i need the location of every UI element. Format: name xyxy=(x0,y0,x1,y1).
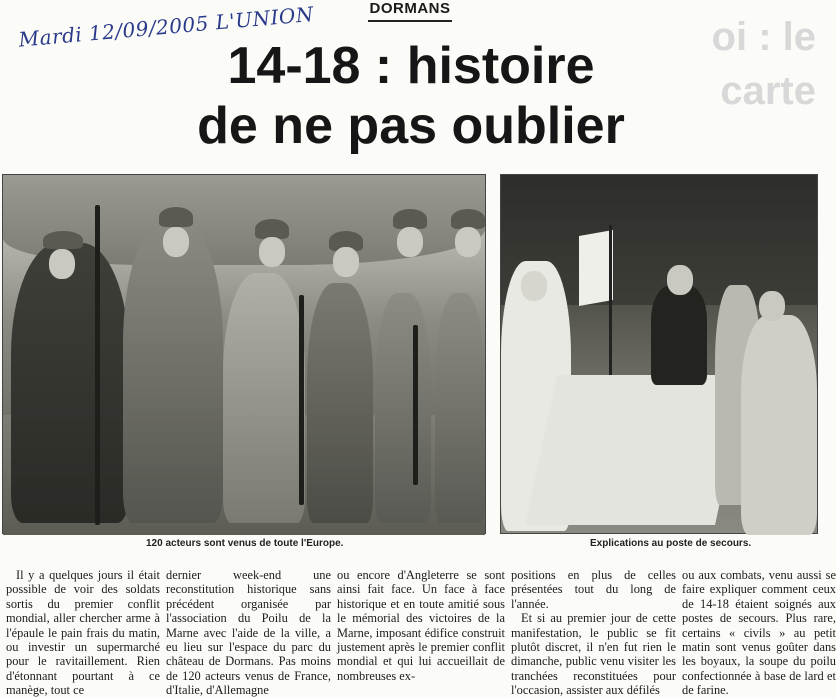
article-column xyxy=(511,568,676,698)
photo-soldier-figure xyxy=(375,293,431,523)
article-column xyxy=(682,568,836,698)
bleed-through-text: oi : le carte xyxy=(711,15,816,113)
photo-face xyxy=(49,249,75,279)
article-paragraph: dernier week-end une reconstitution historique sans précédent organisée par l'association du Poilu de la Marne avec l'aide de la ville, a eu lieu sur l'espace du parc du château de Dormans. Pas moins de 120 acteurs venus de France, d'Italie, d'Allemagne xyxy=(166,568,331,698)
photo-helmet xyxy=(255,219,289,239)
photo-face xyxy=(333,247,359,277)
photo-helmet xyxy=(451,209,485,229)
photo-soldier-figure xyxy=(435,293,485,523)
photo-soldier-figure xyxy=(11,243,129,523)
photo-person-figure xyxy=(741,315,817,535)
article-paragraph: Et si au premier jour de cette manifestation, le public se fit plutôt discret, il n'en fut rien le dimanche, public venu visiter les tranchées reconstituées pour l'occasion, assister aux défilés xyxy=(511,611,676,698)
section-label: DORMANS xyxy=(368,0,452,22)
photo-rifle xyxy=(299,295,304,505)
photo-rifle xyxy=(413,325,418,485)
handwritten-note: Mardi 12/09/2005 L'UNION xyxy=(17,1,315,52)
article-column xyxy=(337,568,505,683)
headline xyxy=(0,36,822,156)
photo-soldiers xyxy=(2,174,486,534)
photo-face xyxy=(455,227,481,257)
article-column xyxy=(6,568,160,698)
photo-face xyxy=(667,265,693,295)
photo-soldier-figure xyxy=(307,283,373,523)
photo-first-aid-post xyxy=(500,174,818,534)
photo-red-cross-flag xyxy=(579,230,613,306)
photo-table xyxy=(525,375,747,525)
article-column xyxy=(166,568,331,698)
photo-face xyxy=(397,227,423,257)
article-paragraph: positions en plus de celles présentées tout du long de l'année. xyxy=(511,568,676,611)
photo-helmet xyxy=(393,209,427,229)
photo-kepi xyxy=(159,207,193,227)
headline-line-2: de ne pas oublier xyxy=(197,97,625,155)
photo-soldier-figure xyxy=(223,273,305,523)
article-paragraph: Il y a quelques jours il était possible de voir des soldats sortis du premier conflit mondial, aller chercher arme à l'épaule le pain frais du matin, ou investir un supermarché pour le ravitaillement. Rien d'étonnant pourtant à ce manège, tout ce xyxy=(6,568,160,698)
caption-first-aid: Explications au poste de secours. xyxy=(590,538,752,549)
caption-soldiers: 120 acteurs sont venus de toute l'Europe. xyxy=(146,538,344,549)
photo-face xyxy=(521,271,547,301)
article-body xyxy=(6,568,836,698)
photo-face xyxy=(759,291,785,321)
article-paragraph: ou aux combats, venu aussi se faire expliquer comment ceux de 14-18 étaient soignés aux postes de secours. Plus rare, certains « civils » au petit matin sont venus goûter dans les boyaux, la soupe du poilu confectionnée à base de lard et de farine. xyxy=(682,568,836,698)
photo-flagpole xyxy=(609,225,612,395)
headline-line-1: 14-18 : histoire xyxy=(227,37,595,95)
photo-kepi xyxy=(43,231,83,249)
photo-face xyxy=(259,237,285,267)
photo-person-figure xyxy=(651,285,707,385)
photo-face xyxy=(163,227,189,257)
photo-soldier-figure xyxy=(123,223,223,523)
article-paragraph: ou encore d'Angleterre se sont ainsi fait face. Un face à face historique et en toute amitié sous le mémorial des victoires de la Marne, imposant édifice construit justement après le premier conflit mondial et qui lui accueillait de nombreuses ex- xyxy=(337,568,505,683)
photo-rifle xyxy=(95,205,100,525)
